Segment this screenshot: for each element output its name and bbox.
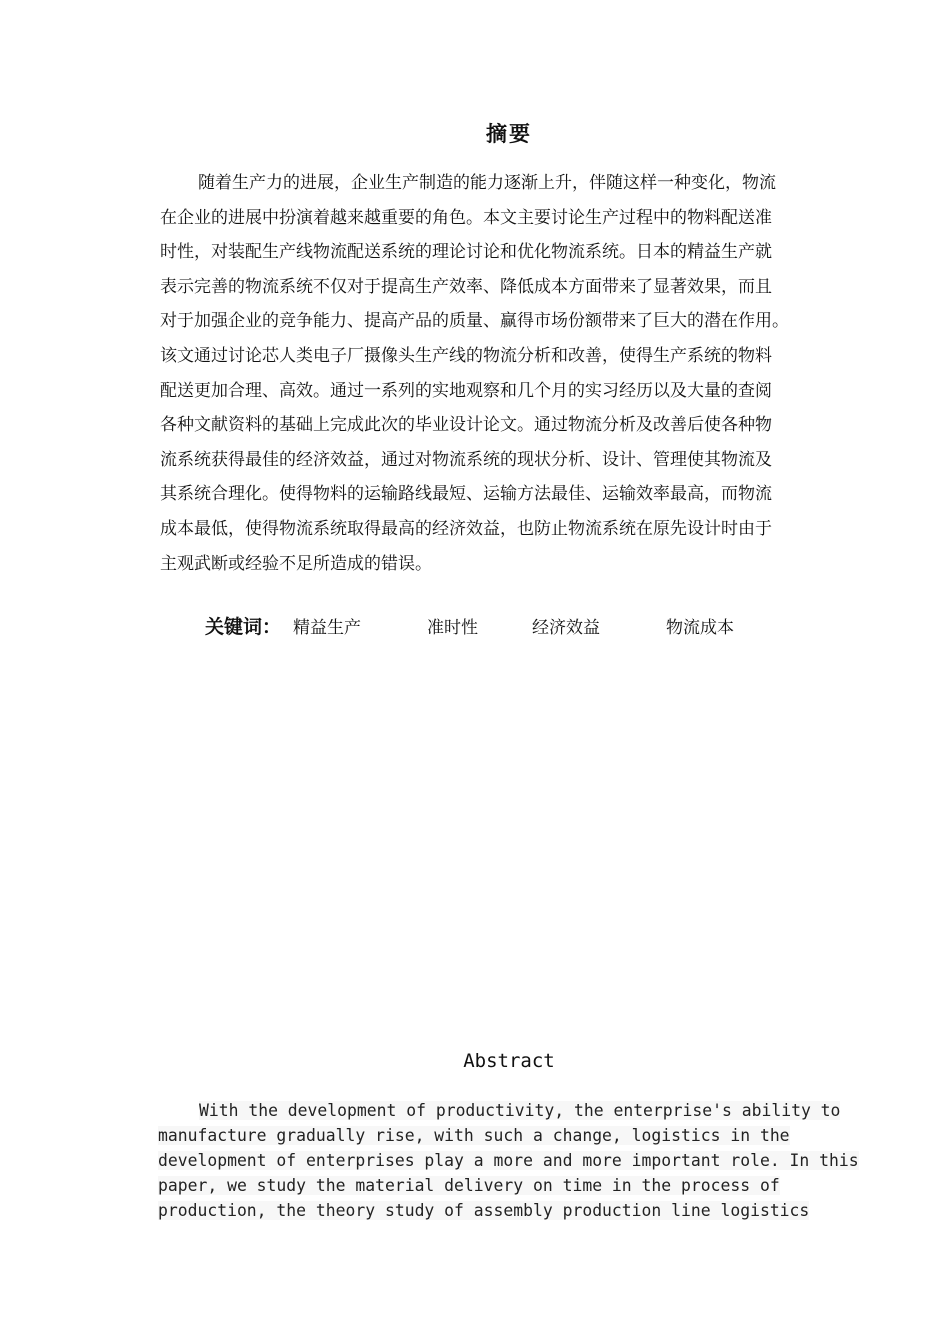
english-abstract-body [158,1098,858,1223]
keywords-row [205,612,734,639]
cn-line: 该文通过讨论芯人类电子厂摄像头生产线的物流分析和改善，使得生产系统的物料 [160,345,772,366]
keyword: 准时性 [427,618,479,638]
cn-line: 主观武断或经验不足所造成的错误。 [160,553,432,574]
en-line [158,1123,858,1148]
en-line-text: development of enterprises play a more and more important role. In this [158,1151,859,1170]
chinese-abstract-body [160,166,880,581]
en-line-text: paper, we study the material delivery on time in the process of [158,1176,780,1195]
cn-line: 成本最低，使得物流系统取得最高的经济效益，也防止物流系统在原先设计时由于 [160,518,772,539]
keyword: 精益生产 [293,618,362,638]
en-line-text: manufacture gradually rise, with such a change, logistics in the [158,1126,790,1145]
cn-line: 随着生产力的进展，企业生产制造的能力逐渐上升，伴随这样一种变化，物流 [198,173,776,193]
english-abstract-title: Abstract [463,1050,555,1072]
en-line [158,1148,858,1173]
en-line-text: With the development of productivity, the enterprise's ability to [199,1101,841,1120]
cn-line: 流系统获得最佳的经济效益，通过对物流系统的现状分析、设计、管理使其物流及 [160,449,772,470]
en-line [158,1098,858,1123]
keyword: 物流成本 [666,618,735,638]
cn-line: 时性，对装配生产线物流配送系统的理论讨论和优化物流系统。日本的精益生产就 [160,242,772,263]
en-line [158,1198,858,1223]
en-line-text: production, the theory study of assembly production line logistics [158,1201,810,1220]
cn-line: 各种文献资料的基础上完成此次的毕业设计论文。通过物流分析及改善后使各种物 [160,415,772,436]
cn-line: 在企业的进展中扮演着越来越重要的角色。本文主要讨论生产过程中的物料配送准 [160,207,772,228]
keyword: 经济效益 [532,618,601,638]
en-line [158,1173,858,1198]
cn-line: 对于加强企业的竞争能力、提高产品的质量、赢得市场份额带来了巨大的潜在作用。 [160,311,789,332]
cn-line: 配送更加合理、高效。通过一系列的实地观察和几个月的实习经历以及大量的查阅 [160,380,772,401]
cn-line: 表示完善的物流系统不仅对于提高生产效率、降低成本方面带来了显著效果，而且 [160,276,772,297]
cn-line: 其系统合理化。使得物料的运输路线最短、运输方法最佳、运输效率最高，而物流 [160,484,772,505]
keywords-label: 关键词： [205,616,282,638]
chinese-abstract-title: 摘要 [486,121,532,146]
